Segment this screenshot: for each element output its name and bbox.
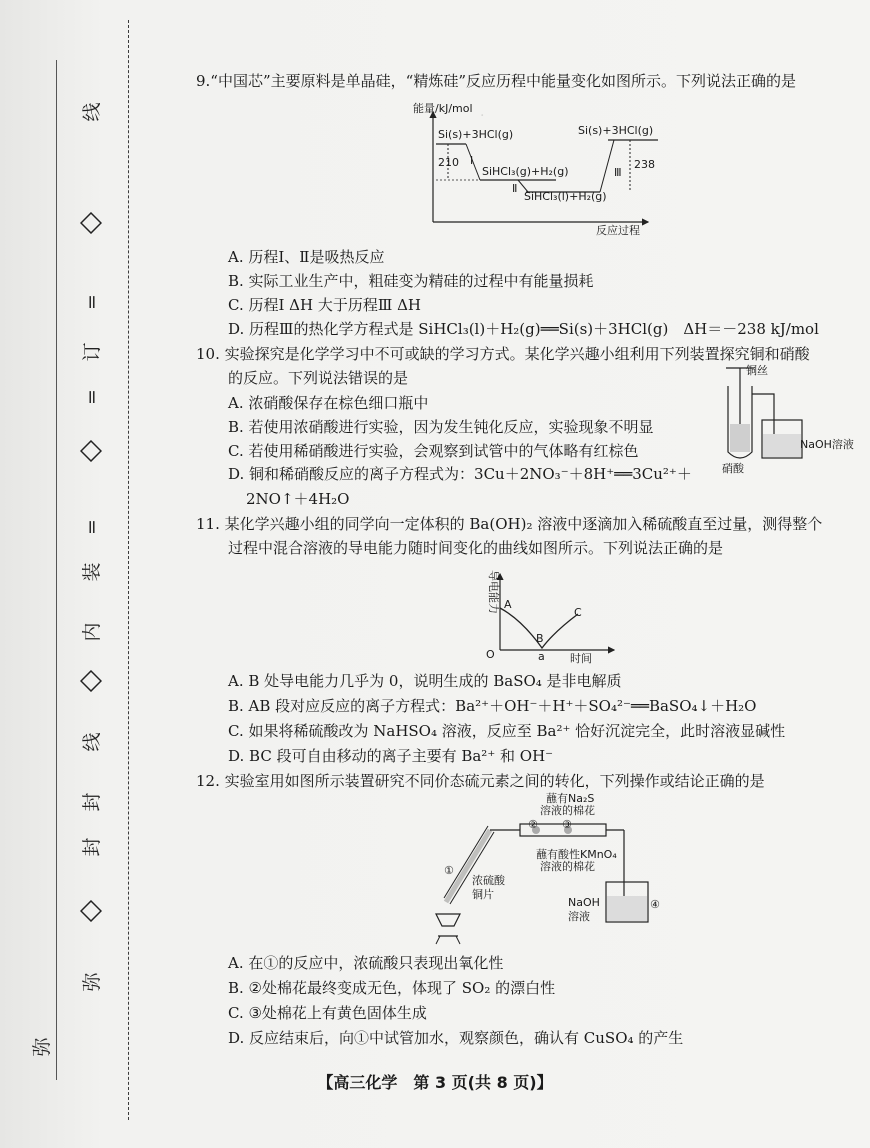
margin-char-mi: 弥 <box>81 972 103 992</box>
q10-apparatus <box>712 364 862 474</box>
q11-option-c: C. 如果将稀硫酸改为 NaHSO₄ 溶液，反应至 Ba²⁺ 恰好沉淀完全，此时溶液显碱性 <box>228 722 786 740</box>
q9-ylabel: 能量/kJ/mol <box>413 102 473 115</box>
q12-label-kmno4-2: 溶液的棉花 <box>540 860 595 873</box>
q10-option-a: A. 浓硝酸保存在棕色细口瓶中 <box>228 394 429 412</box>
q10-option-d-line1: D. 铜和稀硝酸反应的离子方程式为：3Cu＋2NO₃⁻＋8H⁺══3Cu²⁺＋ <box>228 465 692 483</box>
q12-option-c: C. ③处棉花上有黄色固体生成 <box>228 1004 427 1022</box>
q11-xlabel: 时间 <box>570 652 592 665</box>
q9-level-left: Si(s)+3HCl(g) <box>438 128 514 141</box>
q12-label-h2so4: 浓硫酸 <box>472 874 505 887</box>
q11-ylabel: 导电能力 <box>487 570 500 614</box>
bleed-through: · <box>480 108 485 124</box>
margin-dash: = <box>81 294 103 310</box>
q12-option-a: A. 在①的反应中，浓硫酸只表现出氧化性 <box>228 954 504 972</box>
q12-label-naoh-1: NaOH <box>568 896 600 909</box>
q10-label-wire: 铜丝 <box>746 364 768 377</box>
q11-stem-line2: 过程中混合溶液的导电能力随时间变化的曲线如图所示。下列说法正确的是 <box>228 539 724 557</box>
q9-level-mid-upper: SiHCl₃(g)+H₂(g) <box>482 165 569 178</box>
q12-stem: 12. 实验室用如图所示装置研究不同价态硫元素之间的转化，下列操作或结论正确的是 <box>196 772 765 790</box>
q9-step-1: Ⅰ <box>470 154 474 167</box>
q11-option-b: B. AB 段对应反应的离子方程式：Ba²⁺＋OH⁻＋H⁺＋SO₄²⁻══BaSO₄↓＋H₂O <box>228 697 757 715</box>
q12-label-na2s-1: 蘸有Na₂S <box>546 792 595 805</box>
q12-number-2: ② <box>528 818 538 831</box>
q10-label-naoh: NaOH溶液 <box>800 438 854 451</box>
q9-option-d: D. 历程Ⅲ的热化学方程式是 SiHCl₃(l)＋H₂(g)══Si(s)＋3HCl(g) ΔH＝－238 kJ/mol <box>228 320 819 338</box>
q11-conductivity-graph <box>478 570 618 665</box>
q12-label-kmno4-1: 蘸有酸性KMnO₄ <box>536 848 617 861</box>
margin-diamond-icon <box>80 212 102 234</box>
margin-dash: = <box>81 389 103 405</box>
q12-option-d: D. 反应结束后，向①中试管加水，观察颜色，确认有 CuSO₄ 的产生 <box>228 1029 684 1047</box>
margin-char-mi-outer: 弥 <box>31 1037 53 1057</box>
margin-char-xian-top: 线 <box>81 102 103 122</box>
q9-step-2: Ⅱ <box>512 182 518 195</box>
q9-option-a: A. 历程Ⅰ、Ⅱ是吸热反应 <box>228 248 385 266</box>
q10-option-b: B. 若使用浓硝酸进行实验，因为发生钝化反应，实验现象不明显 <box>228 418 654 436</box>
margin-diamond-icon <box>80 670 102 692</box>
q9-value-right: 238 <box>634 158 655 171</box>
q12-label-cu: 铜片 <box>472 888 494 901</box>
margin-char-feng-2: 封 <box>81 837 103 857</box>
margin-char-xian: 线 <box>81 732 103 752</box>
margin-char-feng: 封 <box>81 792 103 812</box>
q11-point-a: a <box>538 650 545 663</box>
q10-label-acid: 硝酸 <box>722 462 744 475</box>
q9-step-3: Ⅲ <box>614 166 622 179</box>
q12-number-4: ④ <box>650 898 660 911</box>
q11-point-C: C <box>574 606 582 619</box>
q12-label-na2s-2: 溶液的棉花 <box>540 804 595 817</box>
margin-char-nei: 内 <box>81 622 103 642</box>
q11-point-A: A <box>504 598 512 611</box>
q11-origin: O <box>486 648 495 661</box>
q10-stem-line1: 10. 实验探究是化学学习中不可或缺的学习方式。某化学兴趣小组利用下列装置探究铜和硝酸 <box>196 345 810 363</box>
q9-level-right: Si(s)+3HCl(g) <box>578 124 654 137</box>
q12-option-b: B. ②处棉花最终变成无色，体现了 SO₂ 的漂白性 <box>228 979 556 997</box>
q12-number-3: ③ <box>562 818 572 831</box>
q9-option-b: B. 实际工业生产中，粗硅变为精硅的过程中有能量损耗 <box>228 272 594 290</box>
page-footer: 【高三化学 第 3 页(共 8 页)】 <box>317 1073 553 1092</box>
margin-diamond-icon <box>80 900 102 922</box>
q11-option-a: A. B 处导电能力几乎为 0，说明生成的 BaSO₄ 是非电解质 <box>228 672 622 690</box>
q10-stem-line2: 的反应。下列说法错误的是 <box>228 369 409 387</box>
q10-apparatus-svg <box>712 364 862 474</box>
q9-xlabel: 反应过程 <box>596 224 640 237</box>
q11-option-d: D. BC 段可自由移动的离子主要有 Ba²⁺ 和 OH⁻ <box>228 747 554 765</box>
q12-number-1: ① <box>444 864 454 877</box>
q12-label-naoh-2: 溶液 <box>568 910 590 923</box>
margin-diamond-icon <box>80 440 102 462</box>
q9-option-c: C. 历程Ⅰ ΔH 大于历程Ⅲ ΔH <box>228 296 422 314</box>
binding-dashed-line <box>128 20 129 1120</box>
q11-stem-line1: 11. 某化学兴趣小组的同学向一定体积的 Ba(OH)₂ 溶液中逐滴加入稀硫酸直至过量，测得整个 <box>196 515 823 533</box>
margin-dash: = <box>81 519 103 535</box>
q9-value-left: 210 <box>438 156 459 169</box>
margin-char-ding: 订 <box>81 342 103 362</box>
binding-solid-line <box>56 60 57 1080</box>
q9-energy-diagram <box>408 100 688 240</box>
q11-point-B: B <box>536 632 544 645</box>
q10-option-d-line2: 2NO↑＋4H₂O <box>246 490 350 508</box>
q9-level-mid-lower: SiHCl₃(l)+H₂(g) <box>524 190 607 203</box>
q10-option-c: C. 若使用稀硝酸进行实验，会观察到试管中的气体略有红棕色 <box>228 442 639 460</box>
margin-char-zhuang: 装 <box>81 562 103 582</box>
q9-stem: 9.“中国芯”主要原料是单晶硅，“精炼硅”反应历程中能量变化如图所示。下列说法正确的是 <box>196 72 796 90</box>
q12-apparatus <box>428 792 688 946</box>
